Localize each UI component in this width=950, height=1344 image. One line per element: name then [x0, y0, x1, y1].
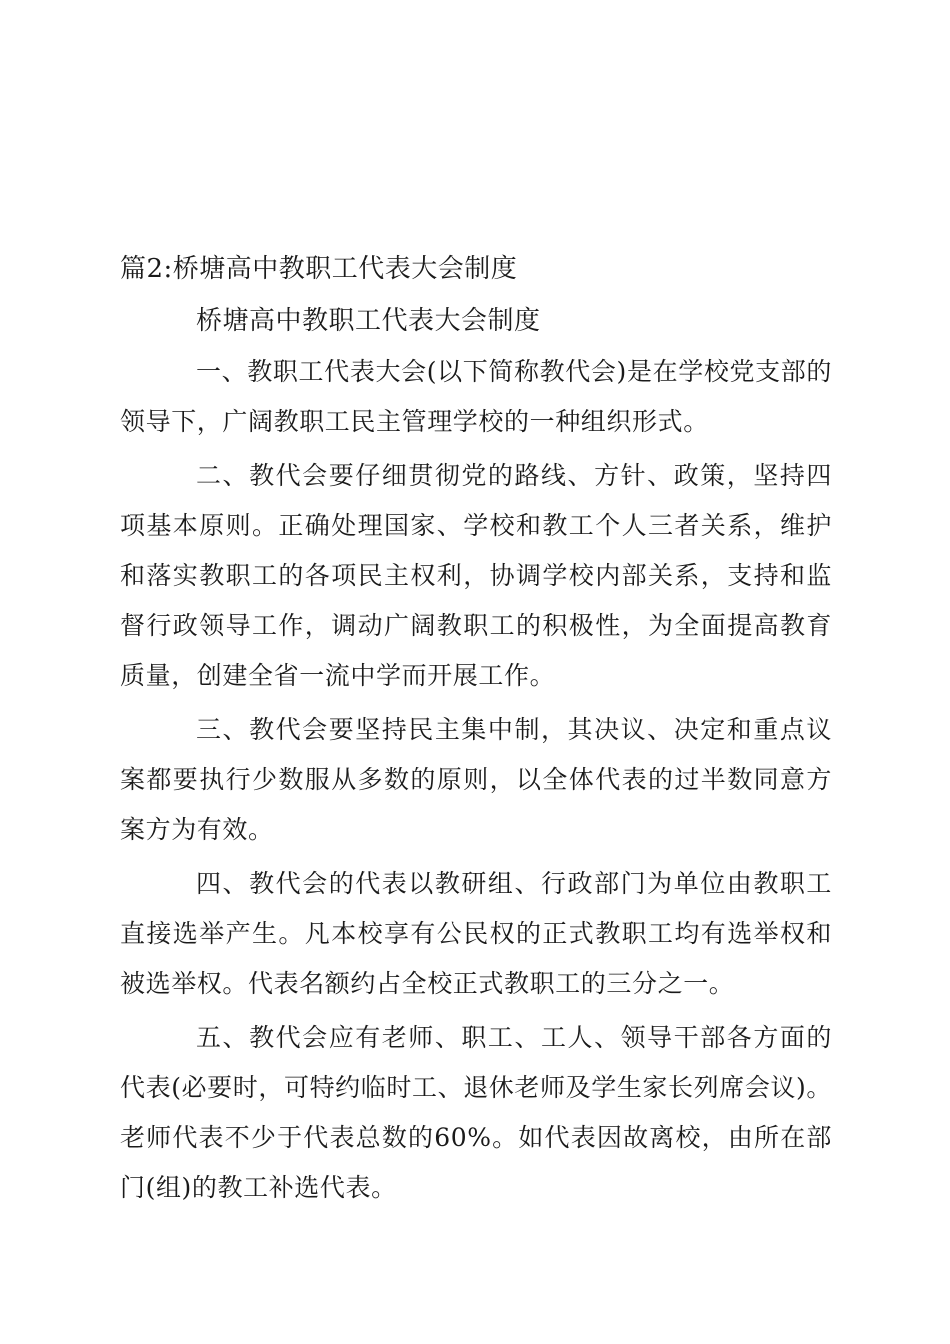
document-heading: 篇2:桥塘高中教职工代表大会制度: [120, 254, 518, 284]
paragraph-1: 一、教职工代表大会(以下简称教代会)是在学校党支部的领导下，广阔教职工民主管理学校的一种组织形式。: [120, 357, 832, 436]
paragraph-5: 五、教代会应有老师、职工、工人、领导干部各方面的代表(必要时，可特约临时工、退休老师及学生家长列席会议)。老师代表不少于代表总数的60%。如代表因故离校，由所在部门(组)的教工补选代表。: [120, 1023, 832, 1202]
paragraph-4: 四、教代会的代表以教研组、行政部门为单位由教职工直接选举产生。凡本校享有公民权的正式教职工均有选举权和被选举权。代表名额约占全校正式教职工的三分之一。: [120, 869, 832, 998]
paragraph-2: 二、教代会要仔细贯彻党的路线、方针、政策，坚持四项基本原则。正确处理国家、学校和教工个人三者关系，维护和落实教职工的各项民主权利，协调学校内部关系，支持和监督行政领导工作，调动广阔教职工的积极性，为全面提高教育质量，创建全省一流中学而开展工作。: [120, 461, 832, 690]
document-body: [120, 347, 832, 1217]
paragraph-3: 三、教代会要坚持民主集中制，其决议、决定和重点议案都要执行少数服从多数的原则，以全体代表的过半数同意方案方为有效。: [120, 715, 832, 844]
document-subtitle: 桥塘高中教职工代表大会制度: [196, 306, 541, 336]
